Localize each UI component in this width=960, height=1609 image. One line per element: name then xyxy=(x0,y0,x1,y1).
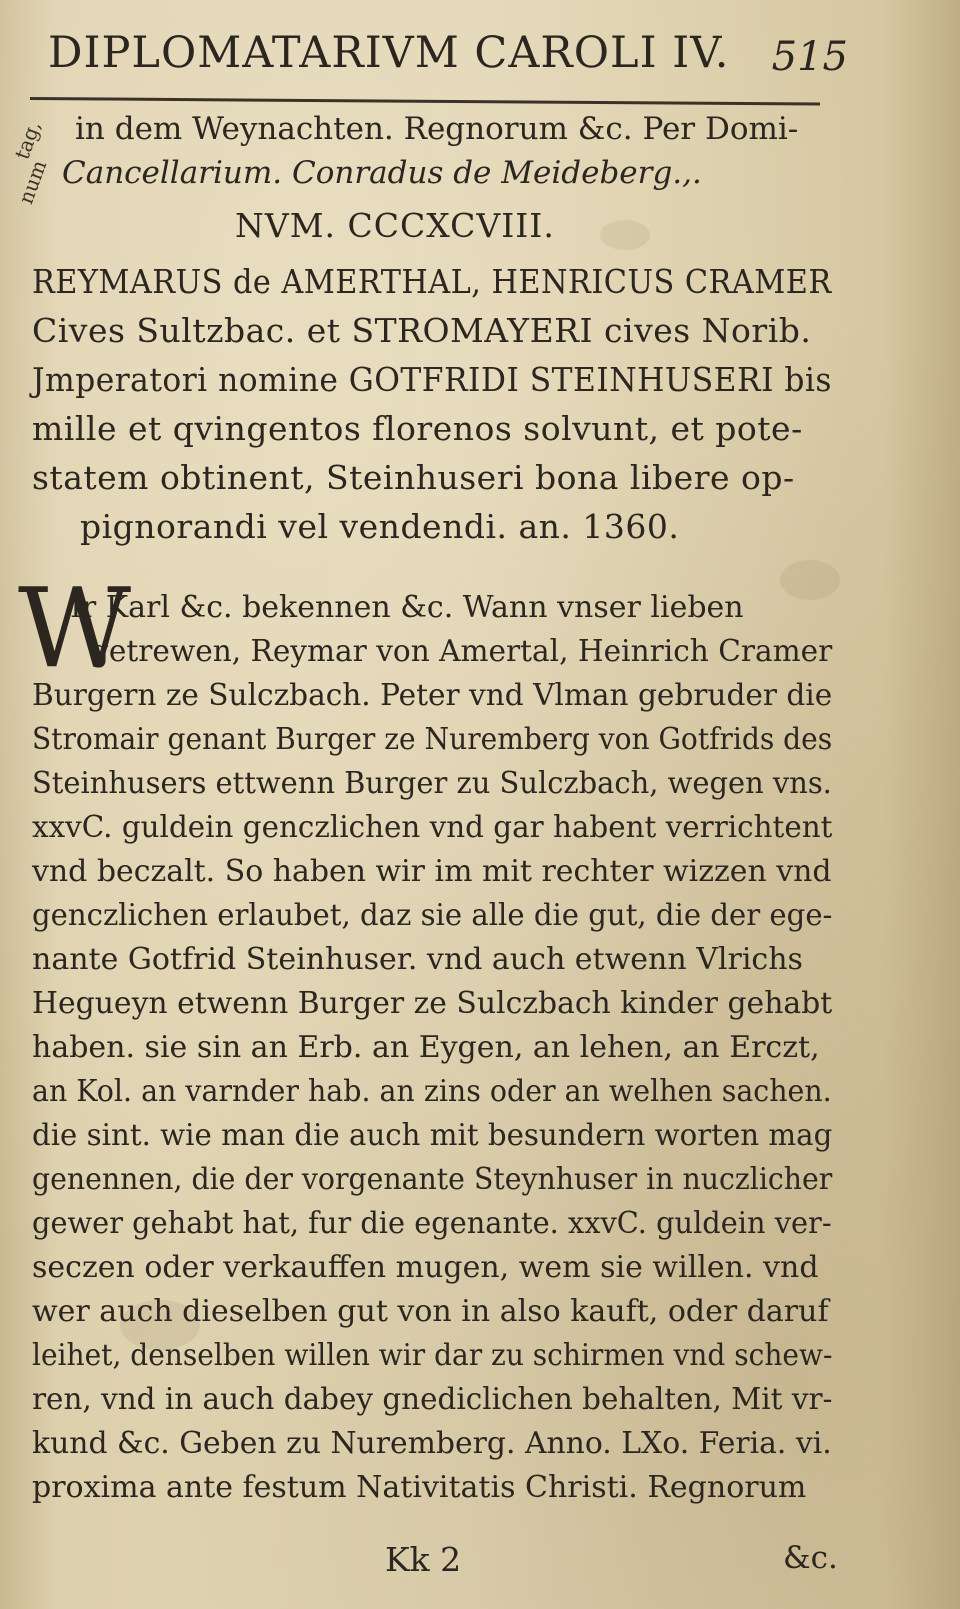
body-line xyxy=(32,716,832,760)
body-line xyxy=(32,1420,832,1464)
line-text: REYMARUS de AMERTHAL, HENRICUS CRAMER xyxy=(32,262,832,301)
drop-cap: W xyxy=(18,564,132,692)
catchword: &c. xyxy=(783,1540,838,1576)
line-text: vnd beczalt. So haben wir im mit rechter wizzen vnd xyxy=(32,854,832,889)
signature-mark: Kk 2 xyxy=(385,1540,462,1579)
line-text: Ir Karl &c. bekennen &c. Wann vnser lieben xyxy=(70,590,744,625)
body-line xyxy=(32,1464,806,1508)
continuation-line xyxy=(62,150,702,194)
margin-note: tag, xyxy=(9,117,46,163)
line-text: seczen oder verkauffen mugen, wem sie willen. vnd xyxy=(32,1250,819,1285)
line-text: Stromair genant Burger ze Nuremberg von Gotfrids des xyxy=(32,722,833,757)
line-text: Steinhusers ettwenn Burger zu Sulczbach, wegen vns. xyxy=(32,766,832,801)
margin-note: num xyxy=(13,156,52,208)
paper-stain xyxy=(600,220,650,250)
document-number: NVM. CCCXCVIII. xyxy=(235,206,555,245)
body-line xyxy=(32,1288,829,1332)
body-line xyxy=(32,1156,832,1200)
body-line xyxy=(32,1244,819,1288)
line-text: Burgern ze Sulczbach. Peter vnd Vlman gebruder die xyxy=(32,678,833,713)
line-text: genennen, die der vorgenante Steynhuser in nuczlicher xyxy=(32,1162,833,1197)
body-line xyxy=(32,1200,832,1244)
body-line xyxy=(32,672,832,716)
body-line xyxy=(32,1376,832,1420)
body-line xyxy=(32,1112,832,1156)
line-text: wer auch dieselben gut von in also kauft, oder daruf xyxy=(32,1294,829,1329)
line-text: Cancellarium. Conradus de Meideberg.,. xyxy=(62,155,702,191)
line-text: proxima ante festum Nativitatis Christi. Regnorum xyxy=(32,1470,807,1505)
line-text: in dem Weynachten. Regnorum &c. Per Domi- xyxy=(75,111,799,147)
body-line xyxy=(32,936,803,980)
line-text: mille et qvingentos florenos solvunt, et pote- xyxy=(32,409,803,448)
page-number: 515 xyxy=(771,34,848,80)
body-line xyxy=(32,892,832,936)
line-text: getrewen, Reymar von Amertal, Heinrich Cramer xyxy=(90,634,833,669)
line-text: xxvC. guldein genczlichen vnd gar habent verrichtent xyxy=(32,810,833,845)
line-text: statem obtinent, Steinhuseri bona libere op- xyxy=(32,458,795,497)
line-text: Hegueyn etwenn Burger ze Sulczbach kinder gehabt xyxy=(32,986,833,1021)
summary-line xyxy=(32,407,803,451)
body-line xyxy=(32,1332,832,1376)
line-text: die sint. wie man die auch mit besundern worten mag xyxy=(32,1118,833,1153)
line-text: pignorandi vel vendendi. an. 1360. xyxy=(80,507,680,546)
header-rule xyxy=(30,97,820,106)
page-header xyxy=(48,28,848,88)
body-line xyxy=(32,848,832,892)
line-text: Cives Sultzbac. et STROMAYERI cives Norib. xyxy=(32,311,812,350)
line-text: ren, vnd in auch dabey gnediclichen behalten, Mit vr- xyxy=(32,1382,833,1417)
continuation-line xyxy=(75,106,798,150)
line-text: kund &c. Geben zu Nuremberg. Anno. LXo. Feria. vi. xyxy=(32,1426,832,1461)
line-text: nante Gotfrid Steinhuser. vnd auch etwenn Vlrichs xyxy=(32,942,803,977)
page-footer xyxy=(0,1540,960,1590)
running-head: DIPLOMATARIVM CAROLI IV. xyxy=(48,28,730,78)
body-line xyxy=(32,760,832,804)
summary-line xyxy=(32,309,811,353)
line-text: haben. sie sin an Erb. an Eygen, an lehen, an Erczt, xyxy=(32,1030,820,1065)
summary-line xyxy=(80,505,679,549)
body-line xyxy=(32,804,832,848)
body-line xyxy=(90,628,832,672)
summary-line xyxy=(32,358,832,402)
line-text: Jmperatori nomine GOTFRIDI STEINHUSERI bis xyxy=(32,360,832,399)
body-line xyxy=(32,1068,832,1112)
paper-stain xyxy=(780,560,840,600)
summary-line xyxy=(32,260,832,304)
body-line xyxy=(70,584,744,628)
line-text: gewer gehabt hat, fur die egenante. xxvC. guldein ver- xyxy=(32,1206,832,1241)
body-line xyxy=(32,980,832,1024)
line-text: genczlichen erlaubet, daz sie alle die gut, die der ege- xyxy=(32,898,833,933)
body-line xyxy=(32,1024,820,1068)
line-text: leihet, denselben willen wir dar zu schirmen vnd schew- xyxy=(32,1338,833,1373)
line-text: an Kol. an varnder hab. an zins oder an welhen sachen. xyxy=(32,1074,832,1109)
summary-line xyxy=(32,456,795,500)
